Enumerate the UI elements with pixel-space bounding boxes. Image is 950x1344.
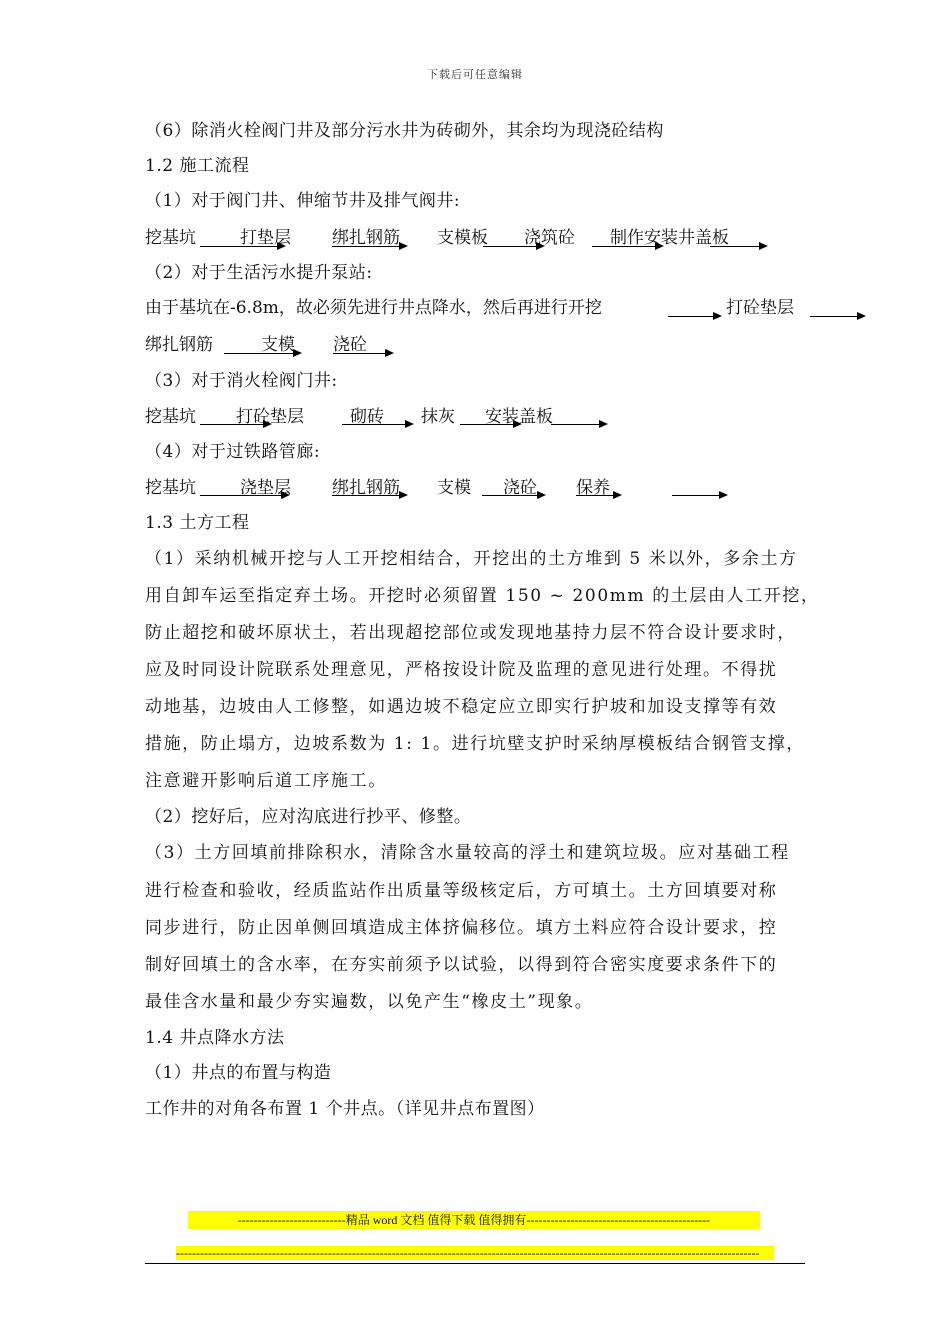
text-line: （2）挖好后，应对沟底进行抄平、修整。: [145, 807, 472, 827]
text-line: （6）除消火栓阀门井及部分污水井为砖砌外，其余均为现浇砼结构: [145, 121, 664, 141]
flow-arrow: [333, 353, 390, 354]
footer-rule: [145, 1263, 805, 1264]
text-line: 应及时同设计院联系处理意见，严格按设计院及监理的意见进行处理。不得扰: [145, 660, 778, 680]
flow-step: 绑扎钢筋: [332, 228, 400, 248]
flow-step: 打砼垫层: [236, 407, 304, 427]
flow-step: 浇砼: [333, 335, 367, 355]
flow-arrow: [576, 495, 618, 496]
flow-step: 浇垫层: [240, 478, 291, 498]
text-line: 制好回填土的含水率，在夯实前须予以试验，以得到符合密实度要求条件下的: [145, 955, 778, 975]
flow-arrow: [668, 316, 718, 317]
text-line: 用自卸车运至指定弃土场。开挖时必须留置 150 ~ 200mm 的土层由人工开挖，: [145, 586, 820, 606]
flow-step: 打垫层: [240, 228, 291, 248]
flow-arrow: [200, 424, 268, 425]
flow-step: 安装盖板: [485, 407, 553, 427]
flow-step: 支模: [261, 335, 295, 355]
text-line: （3）土方回填前排除积水，清除含水量较高的浮土和建筑垃圾。应对基础工程: [145, 843, 790, 863]
flow-step: 抹灰: [421, 407, 455, 427]
flow-arrow: [483, 246, 541, 247]
flow-step: 浇筑砼: [524, 228, 575, 248]
flow-arrow: [710, 246, 764, 247]
text-line: 防止超挖和破坏原状土，若出现超挖部位或发现地基持力层不符合设计要求时，: [145, 623, 796, 643]
text-line: 注意避开影响后道工序施工。: [145, 771, 387, 791]
flow-arrow: [332, 246, 404, 247]
flow-step: 绑扎钢筋: [145, 335, 213, 355]
flow-step: 挖基坑: [145, 228, 196, 248]
section-heading: 1.4 井点降水方法: [145, 1028, 285, 1048]
footer-banner: ---------------------------精品 word 文档 值得下载 值得拥有----------------------------------------------: [188, 1211, 760, 1229]
text-line: 最佳含水量和最少夯实遍数，以免产生“橡皮土”现象。: [145, 992, 594, 1012]
flow-step: 保养: [576, 478, 610, 498]
footer-dash-line: --------------------------------------------------------------------------------------------------------------------------------------------------: [176, 1246, 774, 1260]
text-line: 动地基，边坡由人工修整，如遇边坡不稳定应立即实行护坡和加设支撑等有效: [145, 697, 778, 717]
flow-step: 支模板: [437, 228, 488, 248]
flow-arrow: [482, 495, 542, 496]
flow-step: 砌砖: [350, 407, 384, 427]
flow-arrow: [332, 495, 404, 496]
flow-step: 制作安装井盖板: [610, 228, 729, 248]
text-line: 工作井的对角各布置 1 个井点。（详见井点布置图）: [145, 1099, 545, 1119]
flow-text: 由于基坑在-6.8m，故必须先进行井点降水，然后再进行开挖: [145, 298, 602, 318]
flow-step: 浇砼: [503, 478, 537, 498]
flow-arrow: [592, 246, 660, 247]
flow-arrow: [810, 316, 862, 317]
text-line: （1）采纳机械开挖与人工开挖相结合，开挖出的土方堆到 5 米以外，多余土方: [145, 549, 798, 569]
flow-step: 绑扎钢筋: [332, 478, 400, 498]
text-line: 进行检查和验收，经质监站作出质量等级核定后，方可填土。土方回填要对称: [145, 881, 778, 901]
text-line: 措施，防止塌方，边坡系数为 1: 1。进行坑壁支护时采纳厚模板结合钢管支撑，: [145, 734, 805, 754]
text-line: （2）对于生活污水提升泵站:: [145, 263, 373, 283]
text-line: 同步进行，防止因单侧回填造成主体挤偏移位。填方土料应符合设计要求，控: [145, 918, 778, 938]
text-line: （3）对于消火栓阀门井:: [145, 371, 338, 391]
flow-step: 支模: [437, 478, 471, 498]
text-line: （1）井点的布置与构造: [145, 1063, 332, 1083]
section-heading: 1.2 施工流程: [145, 156, 250, 176]
flow-arrow: [551, 424, 604, 425]
flow-arrow: [460, 424, 518, 425]
page-header: 下载后可任意编辑: [427, 68, 523, 81]
flow-step: 挖基坑: [145, 478, 196, 498]
flow-step: 挖基坑: [145, 407, 196, 427]
flow-arrow: [200, 495, 286, 496]
flow-arrow: [672, 495, 724, 496]
flow-arrow: [342, 424, 410, 425]
section-heading: 1.3 土方工程: [145, 513, 250, 533]
flow-arrow: [200, 246, 282, 247]
text-line: （1）对于阀门井、伸缩节井及排气阀井:: [145, 191, 461, 211]
flow-arrow: [224, 353, 298, 354]
text-line: （4）对于过铁路管廊:: [145, 442, 321, 462]
flow-step: 打砼垫层: [726, 298, 794, 318]
